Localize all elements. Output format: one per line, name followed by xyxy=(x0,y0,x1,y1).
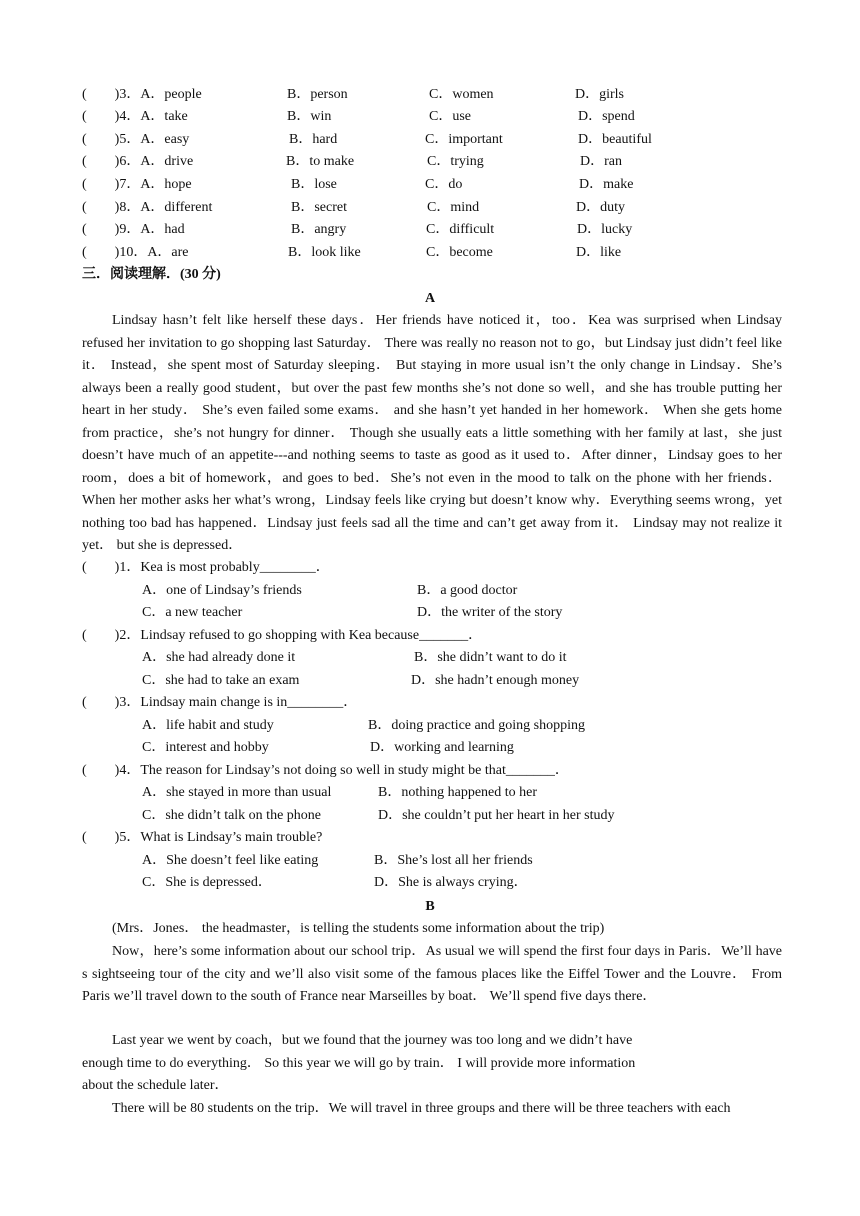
passage-b-paragraph-2-line-1: Last year we went by coach，but we found that the journey was too long and we didn’t have xyxy=(112,1033,633,1048)
vocab-option-b: B．to make xyxy=(286,154,355,169)
option-b: B．nothing happened to her xyxy=(378,785,538,800)
option-d: D．working and learning xyxy=(370,740,514,755)
question-stem: ( )1．Kea is most probably________． xyxy=(82,560,330,575)
option-b: B．she didn’t want to do it xyxy=(414,650,567,665)
vocab-option-a: ( )8．A．different xyxy=(82,200,213,215)
vocab-option-a: ( )3．A．people xyxy=(82,87,202,102)
vocab-option-b: B．secret xyxy=(291,200,347,215)
vocab-option-b: B．angry xyxy=(291,222,347,237)
question-stem: ( )5．What is Lindsay’s main trouble? xyxy=(82,830,323,845)
option-d: D．She is always crying． xyxy=(374,875,528,890)
option-a: A．life habit and study xyxy=(142,718,274,733)
option-b: B．a good doctor xyxy=(417,583,518,598)
option-c: C．she had to take an exam xyxy=(142,673,300,688)
vocab-option-c: C．mind xyxy=(427,200,480,215)
passage-a-label: A xyxy=(424,291,436,306)
vocab-option-c: C．important xyxy=(425,132,503,147)
vocab-option-c: C．use xyxy=(429,109,471,124)
question-stem: ( )2．Lindsay refused to go shopping with Kea because_______． xyxy=(82,628,483,643)
vocab-option-a: ( )6．A．drive xyxy=(82,154,194,169)
option-d: D．she hadn’t enough money xyxy=(411,673,580,688)
vocab-option-c: C．difficult xyxy=(426,222,495,237)
option-d: D．the writer of the story xyxy=(417,605,563,620)
passage-b-paragraph-2-line-2: enough time to do everything． So this year we will go by train． I will provide more information xyxy=(82,1056,636,1071)
option-b: B．doing practice and going shopping xyxy=(368,718,585,733)
vocab-option-c: C．women xyxy=(429,87,494,102)
option-c: C．interest and hobby xyxy=(142,740,269,755)
vocab-option-b: B．look like xyxy=(288,245,361,260)
section-heading: 三．阅读理解．(30 分) xyxy=(82,267,221,282)
option-c: C．she didn’t talk on the phone xyxy=(142,808,321,823)
passage-b-paragraph-1: Now，here’s some information about our school trip．As usual we will spend the first four days in Paris．We’ll have s sightseeing tour of the city and we’ll also visit some of the famous places like the Eiffel Tower and the Louvre． From Paris we’ll travel down to the south of France near Marseilles by boat． We’ll spend five days there． xyxy=(82,944,782,1004)
question-stem: ( )3．Lindsay main change is in________． xyxy=(82,695,358,710)
option-c: C．a new teacher xyxy=(142,605,243,620)
vocab-option-b: B．win xyxy=(287,109,332,124)
vocab-option-d: D．lucky xyxy=(577,222,633,237)
passage-a-text: Lindsay hasn’t felt like herself these days．Her friends have noticed it，too．Kea was surprised when Lindsay refused her invitation to go shopping last Saturday． There was really no reason not to go，but Lindsay just didn’t feel like it． Instead，she spent most of Saturday sleeping． But staying in more usual isn’t the only change in Lindsay．She’s always been a really good student，but over the past few months she’s not done so well，and she has trouble putting her heart in her study． She’s even failed some exams． and she hasn’t yet handed in her homework． When she gets home from practice，she’s not hungry for dinner． Though she usually eats a little something with her family at last，she just doesn’t have much of an appetite---and nothing seems to taste as good as it used to．After dinner，Lindsay goes to her room，does a bit of homework，and goes to bed．She’s not even in the mood to talk on the phone with her friends． When her mother asks her what’s wrong，Lindsay feels like crying but doesn’t know why．Everything seems wrong，yet nothing too bad has happened．Lindsay just feels sad all the time and can’t get away from it． Lindsay may not realize it yet． but she is depressed． xyxy=(82,313,782,553)
vocab-option-d: D．like xyxy=(576,245,622,260)
vocab-option-d: D．girls xyxy=(575,87,624,102)
vocab-option-b: B．person xyxy=(287,87,348,102)
vocab-option-b: B．hard xyxy=(289,132,338,147)
option-a: A．one of Lindsay’s friends xyxy=(142,583,302,598)
option-a: A．she stayed in more than usual xyxy=(142,785,332,800)
vocab-option-d: D．make xyxy=(579,177,634,192)
vocab-option-d: D．beautiful xyxy=(578,132,652,147)
vocab-option-a: ( )9．A．had xyxy=(82,222,185,237)
vocab-option-a: ( )10．A．are xyxy=(82,245,189,260)
vocab-option-d: D．ran xyxy=(580,154,622,169)
vocab-option-d: D．spend xyxy=(578,109,635,124)
option-d: D．she couldn’t put her heart in her study xyxy=(378,808,615,823)
passage-b-paragraph-2-line-3: about the schedule later． xyxy=(82,1078,229,1093)
vocab-option-a: ( )7．A．hope xyxy=(82,177,192,192)
passage-b-intro: (Mrs．Jones． the headmaster，is telling the students some information about the trip) xyxy=(112,921,605,936)
option-a: A．She doesn’t feel like eating xyxy=(142,853,319,868)
option-c: C．She is depressed． xyxy=(142,875,272,890)
vocab-option-c: C．trying xyxy=(427,154,484,169)
vocab-option-b: B．lose xyxy=(291,177,337,192)
question-stem: ( )4．The reason for Lindsay’s not doing so well in study might be that_______． xyxy=(82,763,569,778)
passage-b-label: B xyxy=(425,899,435,914)
vocab-option-c: C．do xyxy=(425,177,463,192)
option-a: A．she had already done it xyxy=(142,650,296,665)
vocab-option-a: ( )5．A．easy xyxy=(82,132,190,147)
passage-b-paragraph-3: There will be 80 students on the trip．We will travel in three groups and there will be three teachers with each xyxy=(112,1101,731,1116)
vocab-option-d: D．duty xyxy=(576,200,625,215)
option-b: B．She’s lost all her friends xyxy=(374,853,533,868)
vocab-option-c: C．become xyxy=(426,245,493,260)
vocab-option-a: ( )4．A．take xyxy=(82,109,188,124)
